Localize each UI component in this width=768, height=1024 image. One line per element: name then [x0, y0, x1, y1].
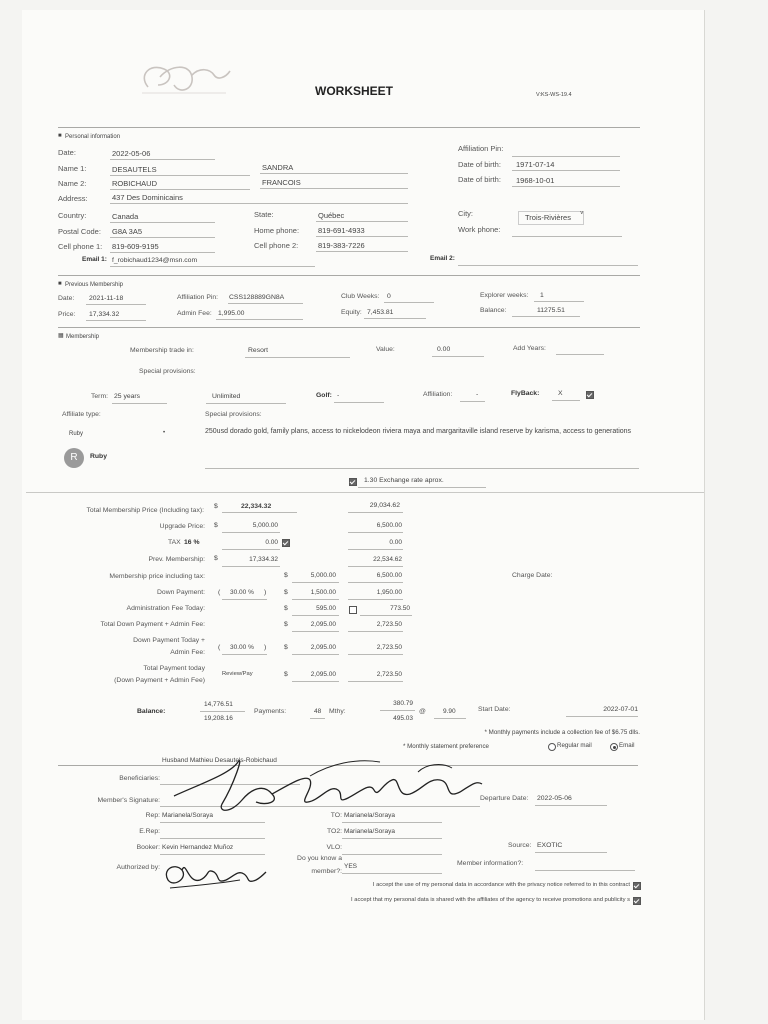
exchange-rate-checkbox[interactable]	[349, 478, 357, 486]
down-payment-field[interactable]	[292, 599, 339, 600]
home-phone-field[interactable]	[316, 236, 408, 237]
flyback-value: X	[558, 390, 563, 397]
know-member-label-1: Do you know a	[297, 855, 342, 862]
golf-label: Golf:	[316, 392, 332, 399]
prev-pin-value: CSS128889GN8A	[229, 294, 285, 301]
name2-last-field[interactable]	[110, 189, 250, 190]
beneficiaries-label: Beneficiaries:	[119, 775, 160, 782]
club-weeks-field[interactable]	[384, 302, 434, 303]
postal-label: Postal Code:	[58, 227, 101, 236]
company-logo	[130, 55, 240, 105]
currency-symbol: $	[284, 589, 288, 596]
email1-field[interactable]	[110, 266, 315, 267]
country-field[interactable]	[110, 222, 215, 223]
explorer-weeks-label: Explorer weeks:	[480, 292, 529, 299]
postal-value: G8A 3A5	[112, 227, 143, 236]
to-label: TO:	[330, 812, 342, 819]
vlo-label: VLO:	[326, 844, 342, 851]
unlimited-field[interactable]	[206, 403, 286, 404]
source-label: Source:	[508, 842, 532, 849]
at-symbol: @	[419, 708, 426, 715]
authorized-signature	[160, 850, 270, 895]
value-field[interactable]	[432, 356, 484, 357]
value-label: Value:	[376, 346, 395, 353]
payments-field[interactable]	[310, 718, 325, 719]
prev-date-value: 2021-11-18	[89, 295, 124, 302]
affiliate-type-label: Affiliate type:	[62, 411, 101, 418]
name1-last: DESAUTELS	[112, 165, 157, 174]
down-payment-pct-field[interactable]	[222, 599, 267, 600]
dob2-value: 1968-10-01	[516, 176, 555, 185]
admin-fee-today-value: 595.00	[316, 605, 336, 612]
email2-field[interactable]	[458, 265, 638, 266]
know-member-value: YES	[344, 863, 358, 870]
authorized-by-label: Authorized by:	[116, 864, 160, 871]
state-value: Québec	[318, 211, 345, 220]
date-value: 2022-05-06	[112, 149, 151, 158]
payments-value: 48	[314, 708, 322, 715]
consent-privacy-text: I accept the use of my personal data in accordance with the privacy notice referred to in this contract	[372, 882, 630, 888]
country-value: Canada	[112, 212, 139, 221]
membership-icon: ▦	[58, 333, 64, 339]
section-divider-1	[58, 275, 640, 276]
total-payment-label-1: Total Payment today	[143, 665, 205, 672]
to2-field[interactable]	[342, 838, 442, 839]
name2-first: FRANCOIS	[262, 178, 301, 187]
prev-balance-label: Balance:	[480, 307, 507, 314]
dob2-label: Date of birth:	[458, 175, 501, 184]
know-member-label-2: member?:	[311, 868, 342, 875]
bookmark-icon: ■	[58, 281, 62, 287]
city-select[interactable]: Trois-Rivières	[518, 211, 584, 225]
prev-price-field[interactable]	[86, 320, 146, 321]
balance-value: 14,776.51	[204, 701, 233, 708]
prev-membership-converted: 22,534.62	[373, 556, 402, 563]
special-provisions2-label: Special provisions:	[205, 411, 262, 418]
total-membership-converted-field	[348, 512, 403, 513]
affiliation-pin-field[interactable]	[512, 156, 620, 157]
rep-label: Rep:	[145, 812, 160, 819]
dp-today-label-2: Admin Fee:	[170, 649, 205, 656]
down-payment-converted: 1,950.00	[376, 589, 402, 596]
affiliate-type-select[interactable]: Ruby	[69, 431, 84, 437]
dob2-field[interactable]	[512, 186, 620, 187]
personal-section-title: Personal information	[65, 134, 121, 140]
mthy-value: 380.79	[393, 700, 413, 707]
consent-privacy-checkbox[interactable]	[633, 882, 641, 890]
total-down-payment-label: Total Down Payment + Admin Fee:	[100, 621, 205, 628]
name1-label: Name 1:	[58, 164, 87, 173]
currency-symbol: $	[284, 572, 288, 579]
upgrade-price-field[interactable]	[222, 532, 280, 533]
departure-date-value: 2022-05-06	[537, 795, 572, 802]
close-paren: )	[264, 589, 267, 596]
flyback-label: FlyBack:	[511, 390, 540, 397]
total-payment-value: 2,095.00	[310, 671, 336, 678]
term-field[interactable]	[112, 403, 167, 404]
page-title: WORKSHEET	[315, 84, 393, 98]
consent-sharing-checkbox[interactable]	[633, 897, 641, 905]
email-radio[interactable]	[610, 743, 618, 751]
currency-symbol: $	[214, 522, 218, 529]
email-option-label: Email	[619, 742, 635, 749]
chevron-down-icon[interactable]: ˅	[580, 211, 584, 217]
flyback-field[interactable]	[552, 400, 580, 401]
membership-price-tax-value: 5,000.00	[310, 572, 336, 579]
open-paren: (	[218, 644, 221, 651]
to2-value: Marianela/Soraya	[344, 828, 395, 835]
rate-field[interactable]	[434, 718, 466, 719]
cell1-value: 819-609-9195	[112, 242, 159, 251]
mthy-label: Mthy:	[329, 708, 346, 715]
dp-today-converted-field	[348, 654, 403, 655]
dob1-value: 1971-07-14	[516, 160, 555, 169]
down-payment-pct: 30.00 %	[230, 589, 254, 596]
term-label: Term:	[91, 393, 108, 400]
to-field[interactable]	[342, 822, 442, 823]
review-pay-link[interactable]: Review/Pay	[222, 671, 253, 677]
flyback-checkbox[interactable]	[586, 391, 594, 399]
postal-field[interactable]	[110, 237, 215, 238]
dp-today-pct-field[interactable]	[222, 654, 267, 655]
affiliation-label: Affiliation:	[423, 391, 453, 398]
name2-label: Name 2:	[58, 179, 87, 188]
total-down-payment-field[interactable]	[292, 631, 339, 632]
source-field[interactable]	[535, 852, 607, 853]
affiliation-value: -	[476, 391, 479, 398]
departure-date-label: Departure Date:	[480, 795, 529, 802]
affiliation-pin-label: Affiliation Pin:	[458, 144, 504, 153]
term-value: 25 years	[114, 393, 141, 400]
rep-field[interactable]	[160, 822, 265, 823]
special-provisions2-field[interactable]	[205, 468, 639, 469]
close-paren: )	[264, 644, 267, 651]
rep-value: Marianela/Soraya	[162, 812, 213, 819]
total-payment-converted: 2,723.50	[376, 671, 402, 678]
admin-fee-today-converted-field	[360, 615, 412, 616]
charge-date-label: Charge Date:	[512, 572, 553, 579]
payments-label: Payments:	[254, 708, 287, 715]
total-membership-label: Total Membership Price (Including tax):	[86, 507, 204, 514]
prev-pin-field[interactable]	[228, 303, 303, 304]
cell2-value: 819-383-7226	[318, 241, 365, 250]
dp-today-label-1: Down Payment Today +	[133, 637, 205, 644]
cell1-label: Cell phone 1:	[58, 242, 103, 251]
prev-membership-value: 17,334.32	[249, 556, 278, 563]
prev-date-label: Date:	[58, 295, 75, 302]
upgrade-price-converted-field	[348, 532, 403, 533]
upgrade-price-label: Upgrade Price:	[159, 523, 205, 530]
ruby-badge-label: Ruby	[90, 453, 107, 460]
city-label: City:	[458, 209, 473, 218]
name2-first-field[interactable]	[260, 188, 408, 189]
regular-mail-label: Regular mail	[557, 742, 592, 749]
membership-price-tax-converted-field	[348, 582, 403, 583]
tax-converted-field	[348, 549, 403, 550]
total-down-payment-converted-field	[348, 631, 403, 632]
membership-price-tax-label: Membership price including tax:	[109, 573, 205, 580]
erep-label: E.Rep:	[139, 828, 160, 835]
state-label: State:	[254, 210, 274, 219]
home-phone-value: 819-691-4933	[318, 226, 365, 235]
name1-first-field[interactable]	[260, 173, 408, 174]
trade-in-value: Resort	[248, 347, 269, 354]
open-paren: (	[218, 589, 221, 596]
source-value: EXOTIC	[537, 842, 563, 849]
state-field[interactable]	[316, 221, 408, 222]
chevron-down-icon[interactable]: •	[163, 430, 166, 436]
prev-price-label: Price:	[58, 311, 76, 318]
section-divider-2	[58, 327, 640, 328]
beneficiaries-value: Husband Mathieu Desautels-Robichaud	[162, 757, 277, 764]
trade-in-label: Membership trade in:	[130, 347, 194, 354]
section-divider-3	[26, 492, 704, 493]
home-phone-label: Home phone:	[254, 226, 300, 235]
start-date-value: 2022-07-01	[603, 706, 638, 713]
total-membership-converted: 29,034.62	[369, 502, 400, 509]
currency-symbol: $	[214, 555, 218, 562]
membership-section-title: Membership	[66, 334, 100, 340]
special-provisions2-text: 250usd dorado gold, family plans, access to nickelodeon riviera maya and margaritaville island reserve by karisma, access to generations	[205, 428, 632, 435]
departure-date-field[interactable]	[535, 805, 607, 806]
total-payment-converted-field	[348, 681, 403, 682]
equity-field[interactable]	[364, 318, 426, 319]
prev-admin-fee-label: Admin Fee:	[177, 310, 212, 317]
date-label: Date:	[58, 148, 76, 157]
person-icon: ■	[58, 133, 62, 139]
rate-value: 9.90	[443, 708, 456, 715]
currency-symbol: $	[284, 671, 288, 678]
total-down-payment-value: 2,095.00	[310, 621, 336, 628]
erep-field[interactable]	[160, 838, 265, 839]
down-payment-label: Down Payment:	[157, 589, 205, 596]
admin-fee-today-label: Administration Fee Today:	[126, 605, 205, 612]
cell2-label: Cell phone 2:	[254, 241, 299, 250]
total-membership-value: 22,334.32	[241, 503, 272, 510]
cell2-field[interactable]	[316, 251, 408, 252]
tax-field[interactable]	[222, 549, 280, 550]
trade-in-field[interactable]	[245, 357, 350, 358]
dp-today-converted: 2,723.50	[376, 644, 402, 651]
upgrade-price-converted: 6,500.00	[376, 522, 402, 529]
equity-value: 7,453.81	[367, 309, 394, 316]
to2-label: TO2:	[327, 828, 342, 835]
total-membership-field[interactable]	[222, 512, 297, 513]
dob1-field[interactable]	[512, 170, 620, 171]
golf-value: -	[337, 392, 340, 399]
prev-price-value: 17,334.32	[89, 311, 120, 318]
explorer-weeks-field[interactable]	[534, 301, 584, 302]
down-payment-value: 1,500.00	[310, 589, 336, 596]
tax-converted: 0.00	[389, 539, 402, 546]
down-payment-converted-field	[348, 599, 403, 600]
mthy-divider	[380, 710, 415, 711]
start-date-field[interactable]	[566, 716, 638, 717]
mthy-converted: 495.03	[393, 715, 413, 722]
prev-date-field[interactable]	[86, 304, 146, 305]
prev-balance-field[interactable]	[512, 316, 580, 317]
consent-sharing-text: I accept that my personal data is shared with the affiliates of the agency to receive promotions and publicity s	[351, 897, 630, 903]
address-label: Address:	[58, 194, 88, 203]
tax-pct: 16 %	[184, 539, 200, 546]
name1-last-field[interactable]	[110, 175, 250, 176]
start-date-label: Start Date:	[478, 706, 511, 713]
email2-label: Email 2:	[430, 255, 455, 262]
member-info-field[interactable]	[535, 870, 635, 871]
previous-section-title: Previous Membership	[65, 282, 124, 288]
know-member-field[interactable]	[342, 873, 442, 874]
prev-pin-label: Affiliation Pin:	[177, 294, 219, 301]
vlo-field[interactable]	[342, 854, 442, 855]
exchange-rate-text: 1.30 Exchange rate aprox.	[364, 477, 444, 484]
balance-divider	[200, 711, 245, 712]
club-weeks-label: Club Weeks:	[341, 293, 380, 300]
membership-price-tax-field[interactable]	[292, 582, 339, 583]
prev-membership-label: Prev. Membership:	[148, 556, 205, 563]
explorer-weeks-value: 1	[540, 292, 544, 299]
member-info-label: Member information?:	[457, 860, 524, 867]
tax-value: 0.00	[265, 539, 278, 546]
prev-admin-fee-field[interactable]	[216, 319, 303, 320]
prev-balance-value: 11275.51	[537, 307, 565, 314]
golf-field[interactable]	[334, 402, 384, 403]
prev-membership-converted-field	[348, 566, 403, 567]
membership-price-tax-converted: 6,500.00	[376, 572, 402, 579]
address-field[interactable]	[110, 203, 408, 204]
header-divider	[58, 127, 640, 128]
email1-label: Email 1:	[82, 256, 107, 263]
statement-preference-note: * Monthly statement preference	[403, 743, 489, 750]
dob1-label: Date of birth:	[458, 160, 501, 169]
dp-today-value: 2,095.00	[310, 644, 336, 651]
currency-symbol: $	[214, 503, 218, 510]
cell1-field[interactable]	[110, 252, 215, 253]
admin-fee-today-field[interactable]	[292, 615, 339, 616]
date-field[interactable]	[110, 159, 215, 160]
club-weeks-value: 0	[387, 293, 391, 300]
tax-checkbox[interactable]	[282, 539, 290, 547]
dp-today-field[interactable]	[292, 654, 339, 655]
regular-mail-radio[interactable]	[548, 743, 556, 751]
email1-value: f_robichaud1234@msn.com	[112, 257, 198, 264]
balance-converted: 19,208.16	[204, 715, 233, 722]
balance-label: Balance:	[137, 708, 166, 715]
currency-symbol: $	[284, 644, 288, 651]
name2-last: ROBICHAUD	[112, 179, 158, 188]
equity-label: Equity:	[341, 309, 362, 316]
total-down-payment-converted: 2,723.50	[376, 621, 402, 628]
booker-value: Kevin Hernandez Muñoz	[162, 844, 234, 851]
address-value: 437 Des Dominicains	[112, 193, 183, 202]
exchange-rate-field	[358, 487, 486, 488]
total-payment-field[interactable]	[292, 681, 339, 682]
prev-membership-field[interactable]	[222, 566, 280, 567]
upgrade-price-value: 5,000.00	[252, 522, 278, 529]
special-provisions-label: Special provisions:	[139, 368, 196, 375]
work-phone-field[interactable]	[512, 236, 622, 237]
admin-fee-today-converted: 773.50	[390, 605, 410, 612]
total-payment-label-2: (Down Payment + Admin Fee)	[114, 677, 205, 684]
booker-label: Booker:	[136, 844, 160, 851]
work-phone-label: Work phone:	[458, 225, 501, 234]
prev-admin-fee-value: 1,995.00	[218, 310, 245, 317]
member-signature-label: Member's Signature:	[97, 797, 160, 804]
collection-fee-note: * Monthly payments include a collection fee of $6.75 dlls.	[484, 729, 640, 736]
currency-symbol: $	[284, 605, 288, 612]
admin-fee-checkbox[interactable]	[349, 606, 357, 614]
to-value: Marianela/Soraya	[344, 812, 395, 819]
add-years-label: Add Years:	[513, 345, 546, 352]
name1-first: SANDRA	[262, 163, 294, 172]
unlimited-value: Unlimited	[212, 393, 241, 400]
tax-label: TAX	[168, 539, 181, 546]
value-value: 0.00	[437, 346, 451, 353]
currency-symbol: $	[284, 621, 288, 628]
ruby-badge: R	[64, 448, 84, 468]
dp-today-pct: 30.00 %	[230, 644, 254, 651]
country-label: Country:	[58, 211, 87, 220]
form-code: V:KS-WS-19.4	[536, 92, 572, 98]
add-years-field[interactable]	[556, 354, 604, 355]
affiliation-field[interactable]	[460, 401, 485, 402]
